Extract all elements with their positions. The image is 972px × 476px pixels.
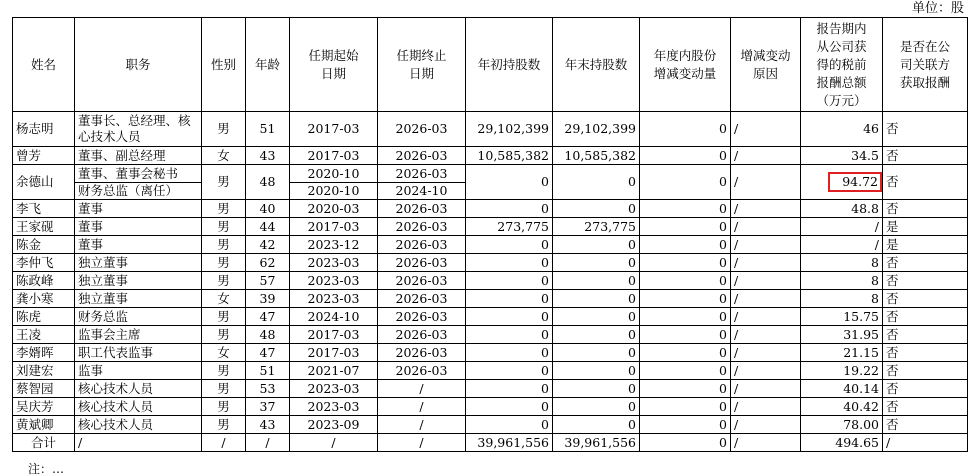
cell-begin-shares: 0 <box>466 398 553 416</box>
cell-begin-shares: 0 <box>466 326 553 344</box>
header-start-date: 任期起始 日期 <box>290 18 378 112</box>
unit-label: 单位：股 <box>911 1 964 16</box>
cell-end: 2026-03 <box>378 308 466 326</box>
cell-gender: 男 <box>202 362 246 380</box>
cell-end <box>378 165 466 200</box>
cell-name: 王家砚 <box>13 218 75 236</box>
table-row <box>13 112 968 147</box>
cell-reason: / <box>731 218 801 236</box>
cell-gender: 男 <box>202 308 246 326</box>
table-row <box>13 326 968 344</box>
cell-age: 37 <box>246 398 290 416</box>
cell-start: 2023-03 <box>290 398 378 416</box>
cell-start: 2023-03 <box>290 254 378 272</box>
cell-start: 2017-03 <box>290 218 378 236</box>
cell-pay: / <box>801 236 883 254</box>
cell-name: 黄斌卿 <box>13 416 75 434</box>
total-row <box>13 434 968 452</box>
cell-gender: 男 <box>202 380 246 398</box>
cell-pay: 40.42 <box>801 398 883 416</box>
cell-name: 陈虎 <box>13 308 75 326</box>
cell-pay: 8 <box>801 254 883 272</box>
cell-reason: / <box>731 362 801 380</box>
cell-pay: / <box>801 218 883 236</box>
cell-end-shares: 0 <box>553 416 640 434</box>
cell-related: 否 <box>883 398 968 416</box>
cell-name: 刘建宏 <box>13 362 75 380</box>
cell-start: 2021-07 <box>290 362 378 380</box>
table-row <box>13 290 968 308</box>
header-reason: 增减变动 原因 <box>731 18 801 112</box>
cell-change: 0 <box>640 398 731 416</box>
cell-pay: 34.5 <box>801 147 883 165</box>
cell-age: 51 <box>246 112 290 147</box>
cell-change: 0 <box>640 308 731 326</box>
cell-age: 44 <box>246 218 290 236</box>
cell-change: 0 <box>640 416 731 434</box>
cell-name: 陈政峰 <box>13 272 75 290</box>
cell-change: 0 <box>640 380 731 398</box>
header-age: 年龄 <box>246 18 290 112</box>
cell-end-shares: 0 <box>553 362 640 380</box>
cell-end: 2026-03 <box>378 236 466 254</box>
cell-pay: 21.15 <box>801 344 883 362</box>
cell-duty: 核心技术人员 <box>75 416 202 434</box>
cell-related: 是 <box>883 218 968 236</box>
cell-change: 0 <box>640 434 731 452</box>
cell-pay: 40.14 <box>801 380 883 398</box>
cell-end: / <box>378 380 466 398</box>
cell-end-line: 2024-10 <box>378 182 465 199</box>
cell-begin-shares: 0 <box>466 236 553 254</box>
cell-age: / <box>246 434 290 452</box>
cell-reason: / <box>731 398 801 416</box>
cell-end-shares: 0 <box>553 398 640 416</box>
table-row <box>13 165 968 200</box>
header-gender: 性别 <box>202 18 246 112</box>
cell-age: 40 <box>246 200 290 218</box>
cell-start-line: 2020-10 <box>307 165 360 181</box>
cell-end: 2026-03 <box>378 218 466 236</box>
cell-name: 杨志明 <box>13 112 75 147</box>
cell-end: 2026-03 <box>378 344 466 362</box>
cell-end: / <box>378 416 466 434</box>
cell-age: 43 <box>246 416 290 434</box>
cell-related: 否 <box>883 344 968 362</box>
cell-related: 否 <box>883 308 968 326</box>
cell-end-shares: 0 <box>553 236 640 254</box>
table-row <box>13 362 968 380</box>
table-row <box>13 200 968 218</box>
cell-reason: / <box>731 200 801 218</box>
cell-start: 2024-10 <box>290 308 378 326</box>
cell-age: 62 <box>246 254 290 272</box>
cell-begin-shares: 39,961,556 <box>466 434 553 452</box>
cell-gender: 男 <box>202 326 246 344</box>
cell-pay: 15.75 <box>801 308 883 326</box>
cell-end: 2026-03 <box>378 112 466 147</box>
table-row <box>13 308 968 326</box>
header-name: 姓名 <box>13 18 75 112</box>
header-related: 是否在公 司关联方 获取报酬 <box>883 18 968 112</box>
cell-start: 2023-12 <box>290 236 378 254</box>
cell-end-shares: 273,775 <box>553 218 640 236</box>
cell-change: 0 <box>640 236 731 254</box>
cell-begin-shares: 0 <box>466 254 553 272</box>
cell-reason: / <box>731 112 801 147</box>
cell-start: 2017-03 <box>290 344 378 362</box>
cell-name: 合计 <box>13 434 75 452</box>
cell-change: 0 <box>640 254 731 272</box>
cell-start: 2023-09 <box>290 416 378 434</box>
cell-gender: 女 <box>202 344 246 362</box>
cell-end: 2026-03 <box>378 290 466 308</box>
cell-end: 2026-03 <box>378 147 466 165</box>
cell-start: 2017-03 <box>290 112 378 147</box>
cell-end-shares: 0 <box>553 254 640 272</box>
cell-age: 51 <box>246 362 290 380</box>
cell-end: / <box>378 434 466 452</box>
cell-reason: / <box>731 272 801 290</box>
cell-start: 2023-03 <box>290 290 378 308</box>
cell-begin-shares: 0 <box>466 272 553 290</box>
highlighted-pay-value: 94.72 <box>828 172 882 192</box>
cell-end-shares: 0 <box>553 308 640 326</box>
cell-related: 否 <box>883 380 968 398</box>
cell-gender: 女 <box>202 290 246 308</box>
cell-pay: 46 <box>801 112 883 147</box>
footnote: 注：… <box>28 462 65 476</box>
cell-duty-line: 财务总监（离任） <box>75 182 201 199</box>
cell-duty: 独立董事 <box>75 290 202 308</box>
cell-pay: 8 <box>801 290 883 308</box>
cell-pay: 78.00 <box>801 416 883 434</box>
cell-change: 0 <box>640 200 731 218</box>
cell-start: / <box>290 434 378 452</box>
cell-begin-shares: 0 <box>466 380 553 398</box>
cell-end-shares: 39,961,556 <box>553 434 640 452</box>
cell-start: 2017-03 <box>290 326 378 344</box>
cell-pay: 494.65 <box>801 434 883 452</box>
cell-begin-shares: 0 <box>466 362 553 380</box>
header-change: 年度内股份 增减变动量 <box>640 18 731 112</box>
cell-name: 李飞 <box>13 200 75 218</box>
cell-gender: 男 <box>202 165 246 200</box>
cell-duty: 职工代表监事 <box>75 344 202 362</box>
cell-gender: 男 <box>202 416 246 434</box>
cell-start <box>290 165 378 200</box>
cell-start-line: 2020-10 <box>290 182 377 199</box>
cell-name: 吴庆芳 <box>13 398 75 416</box>
cell-end: / <box>378 398 466 416</box>
cell-end: 2026-03 <box>378 200 466 218</box>
cell-duty: 核心技术人员 <box>75 380 202 398</box>
cell-begin-shares: 0 <box>466 308 553 326</box>
cell-duty: 核心技术人员 <box>75 398 202 416</box>
table-row <box>13 398 968 416</box>
header-end-date: 任期终止 日期 <box>378 18 466 112</box>
table-row <box>13 254 968 272</box>
cell-duty: 董事 <box>75 200 202 218</box>
cell-age: 47 <box>246 308 290 326</box>
cell-age: 57 <box>246 272 290 290</box>
cell-pay: 19.22 <box>801 362 883 380</box>
cell-begin-shares: 273,775 <box>466 218 553 236</box>
cell-duty <box>75 165 202 200</box>
cell-duty: 董事、副总经理 <box>75 147 202 165</box>
header-end-shares: 年末持股数 <box>553 18 640 112</box>
cell-begin-shares: 0 <box>466 165 553 200</box>
cell-age: 43 <box>246 147 290 165</box>
cell-duty: 董事长、总经理、核心技术人员 <box>75 112 202 147</box>
cell-related: 否 <box>883 112 968 147</box>
cell-duty: 独立董事 <box>75 254 202 272</box>
cell-duty: / <box>75 434 202 452</box>
cell-name: 蔡智园 <box>13 380 75 398</box>
cell-duty: 董事 <box>75 218 202 236</box>
cell-related: 否 <box>883 254 968 272</box>
cell-end-shares: 0 <box>553 344 640 362</box>
cell-duty: 监事 <box>75 362 202 380</box>
cell-end-shares: 0 <box>553 165 640 200</box>
cell-related: 否 <box>883 147 968 165</box>
cell-end-shares: 0 <box>553 272 640 290</box>
cell-age: 48 <box>246 165 290 200</box>
table-row <box>13 147 968 165</box>
table-row <box>13 236 968 254</box>
cell-name: 龚小寒 <box>13 290 75 308</box>
cell-change: 0 <box>640 147 731 165</box>
cell-change: 0 <box>640 272 731 290</box>
cell-gender: 男 <box>202 236 246 254</box>
cell-related: 否 <box>883 326 968 344</box>
table-row <box>13 380 968 398</box>
cell-pay <box>801 165 883 200</box>
table-row <box>13 272 968 290</box>
cell-start: 2023-03 <box>290 272 378 290</box>
cell-start: 2017-03 <box>290 147 378 165</box>
cell-duty: 独立董事 <box>75 272 202 290</box>
cell-end-shares: 10,585,382 <box>553 147 640 165</box>
cell-reason: / <box>731 344 801 362</box>
cell-pay: 8 <box>801 272 883 290</box>
cell-end-shares: 29,102,399 <box>553 112 640 147</box>
table-row <box>13 416 968 434</box>
cell-reason: / <box>731 236 801 254</box>
cell-reason: / <box>731 434 801 452</box>
cell-related: 否 <box>883 416 968 434</box>
header-duty: 职务 <box>75 18 202 112</box>
cell-reason: / <box>731 380 801 398</box>
cell-change: 0 <box>640 112 731 147</box>
cell-pay: 31.95 <box>801 326 883 344</box>
cell-reason: / <box>731 165 801 200</box>
cell-age: 53 <box>246 380 290 398</box>
cell-related: 否 <box>883 165 968 200</box>
cell-end: 2026-03 <box>378 326 466 344</box>
cell-end: 2026-03 <box>378 362 466 380</box>
header-pay: 报告期内 从公司获 得的税前 报酬总额 （万元） <box>801 18 883 112</box>
cell-name: 曾芳 <box>13 147 75 165</box>
cell-end-shares: 0 <box>553 326 640 344</box>
cell-change: 0 <box>640 290 731 308</box>
cell-gender: 男 <box>202 218 246 236</box>
cell-name: 李仲飞 <box>13 254 75 272</box>
cell-related: 否 <box>883 200 968 218</box>
cell-age: 47 <box>246 344 290 362</box>
cell-related: 否 <box>883 290 968 308</box>
cell-end: 2026-03 <box>378 272 466 290</box>
cell-end-shares: 0 <box>553 380 640 398</box>
cell-gender: 男 <box>202 112 246 147</box>
cell-begin-shares: 0 <box>466 200 553 218</box>
cell-related: 否 <box>883 362 968 380</box>
cell-begin-shares: 29,102,399 <box>466 112 553 147</box>
cell-name: 李婿晖 <box>13 344 75 362</box>
header-row <box>13 18 968 112</box>
cell-duty: 董事 <box>75 236 202 254</box>
cell-name: 余德山 <box>13 165 75 200</box>
cell-end-shares: 0 <box>553 290 640 308</box>
header-begin-shares: 年初持股数 <box>466 18 553 112</box>
cell-reason: / <box>731 326 801 344</box>
cell-change: 0 <box>640 165 731 200</box>
cell-begin-shares: 0 <box>466 344 553 362</box>
cell-pay: 48.8 <box>801 200 883 218</box>
cell-begin-shares: 0 <box>466 416 553 434</box>
cell-change: 0 <box>640 362 731 380</box>
cell-gender: 男 <box>202 200 246 218</box>
cell-gender: / <box>202 434 246 452</box>
cell-name: 陈金 <box>13 236 75 254</box>
cell-begin-shares: 10,585,382 <box>466 147 553 165</box>
table-row <box>13 344 968 362</box>
cell-start: 2020-03 <box>290 200 378 218</box>
cell-gender: 男 <box>202 254 246 272</box>
cell-end-line: 2026-03 <box>395 165 448 181</box>
cell-related: / <box>883 434 968 452</box>
cell-end: 2026-03 <box>378 254 466 272</box>
shareholding-table <box>12 17 968 452</box>
cell-related: 是 <box>883 236 968 254</box>
cell-end-shares: 0 <box>553 200 640 218</box>
cell-change: 0 <box>640 344 731 362</box>
cell-related: 否 <box>883 272 968 290</box>
cell-begin-shares: 0 <box>466 290 553 308</box>
cell-duty-line: 董事、董事会秘书 <box>78 165 179 181</box>
cell-name: 王凌 <box>13 326 75 344</box>
cell-gender: 男 <box>202 398 246 416</box>
cell-reason: / <box>731 290 801 308</box>
cell-age: 39 <box>246 290 290 308</box>
cell-gender: 男 <box>202 272 246 290</box>
cell-duty: 监事会主席 <box>75 326 202 344</box>
cell-reason: / <box>731 147 801 165</box>
table-row <box>13 218 968 236</box>
cell-reason: / <box>731 308 801 326</box>
cell-start: 2023-03 <box>290 380 378 398</box>
cell-age: 42 <box>246 236 290 254</box>
cell-change: 0 <box>640 218 731 236</box>
cell-reason: / <box>731 254 801 272</box>
cell-age: 48 <box>246 326 290 344</box>
cell-duty: 财务总监 <box>75 308 202 326</box>
cell-change: 0 <box>640 326 731 344</box>
cell-reason: / <box>731 416 801 434</box>
cell-gender: 女 <box>202 147 246 165</box>
